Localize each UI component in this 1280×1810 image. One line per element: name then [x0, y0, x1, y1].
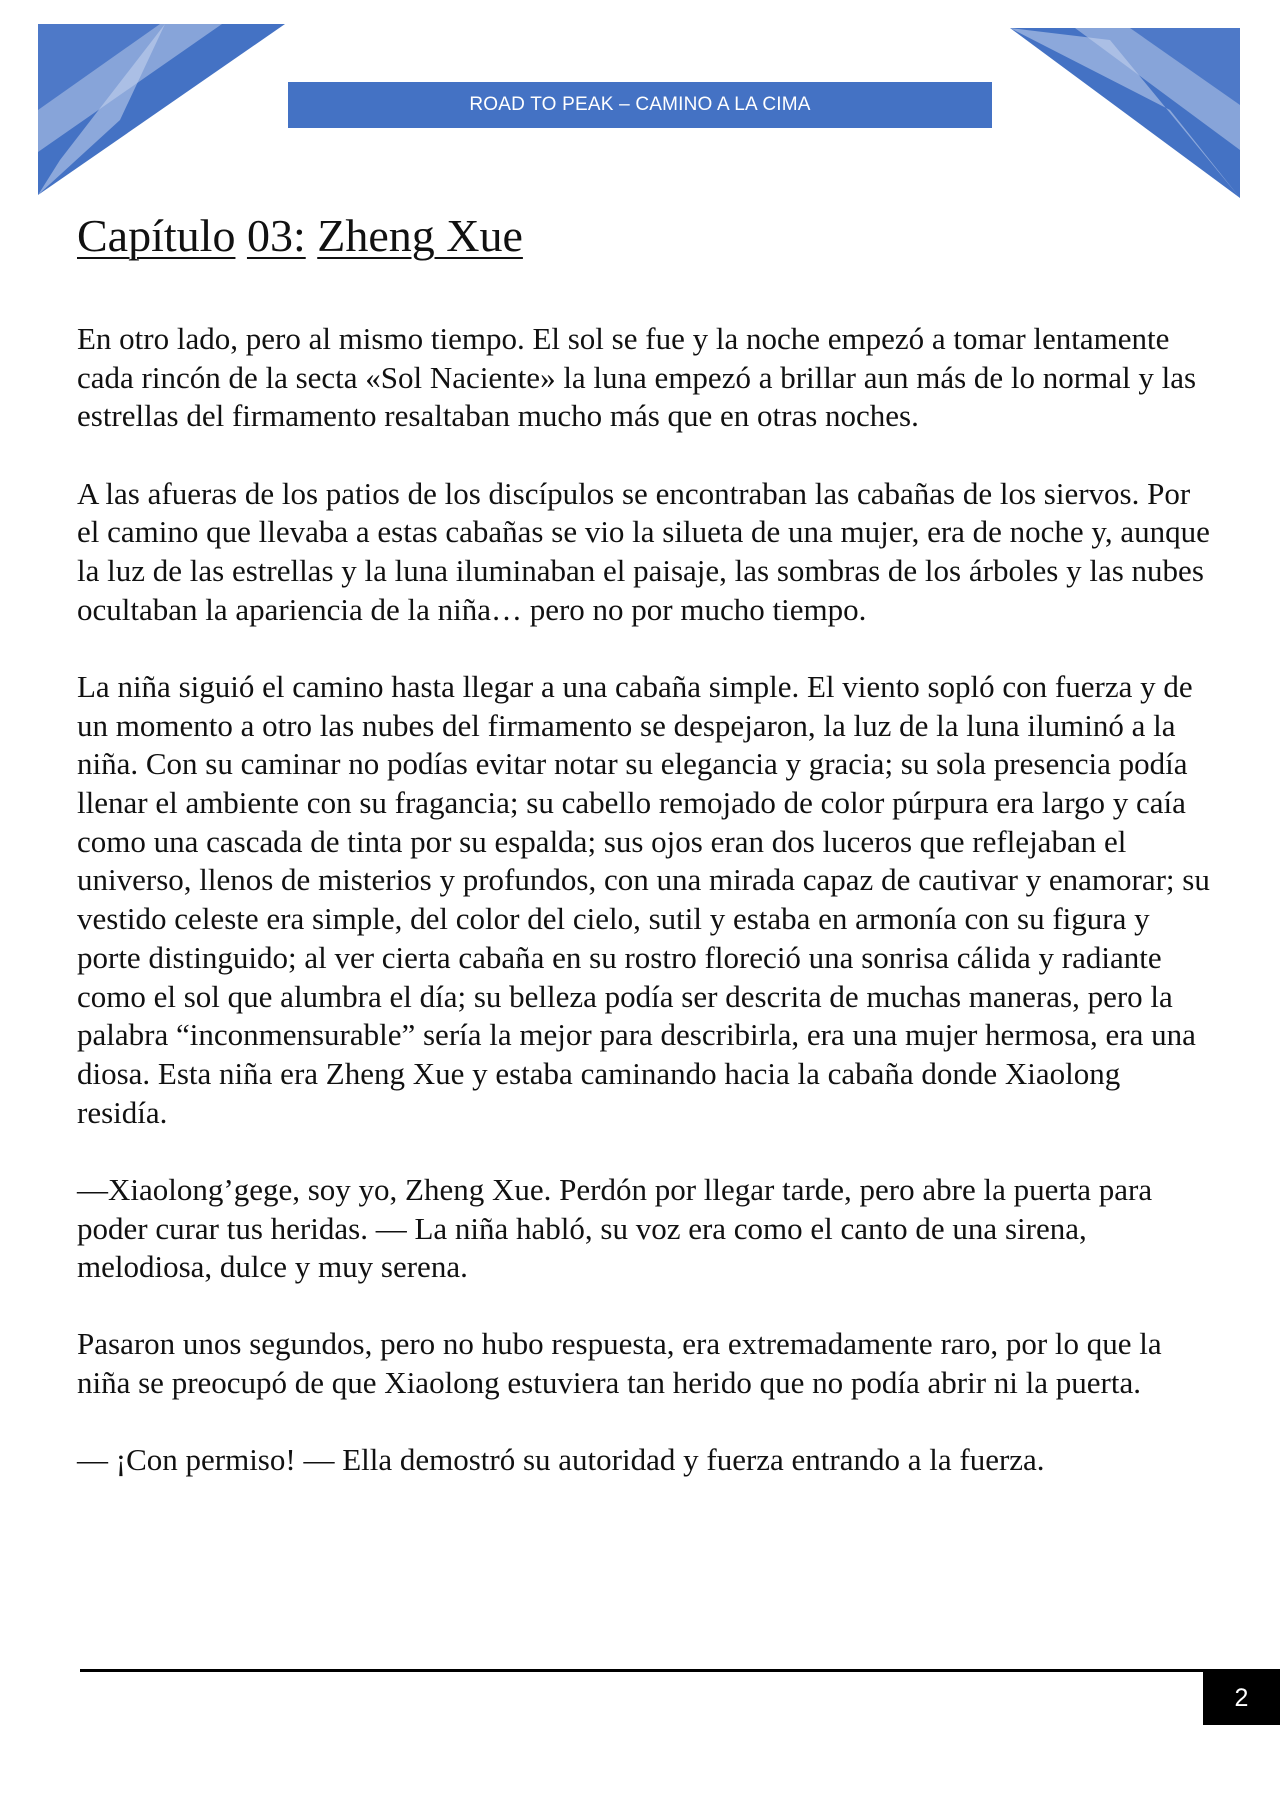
- paragraph: — ¡Con permiso! — Ella demostró su autoridad y fuerza entrando a la fuerza.: [77, 1442, 1045, 1478]
- paragraph: La niña siguió el camino hasta llegar a una cabaña simple. El viento sopló con fuerza y de un momento a otro las nubes del firmamento se despejaron, la luz de la luna iluminó a la niña. Con su caminar no podías evitar notar su elegancia y gracia; su sola presencia podía llenar el ambiente con su fragancia; su cabello remojado de color púrpura era largo y caía como una cascada de tinta por su espalda; sus ojos eran dos luceros que reflejaban el universo, llenos de misterios y profundos, con una mirada capaz de cautivar y enamorar; su vestido celeste era simple, del color del cielo, sutil y estaba en armonía con su figura y porte distinguido; al ver cierta cabaña en su rostro floreció una sonrisa cálida y radiante como el sol que alumbra el día; su belleza podía ser descrita de muchas maneras, pero la palabra “inconmensurable” sería la mejor para describirla, era una mujer hermosa, era una diosa. Esta niña era Zheng Xue y estaba caminando hacia la cabaña donde Xiaolong residía.: [77, 668, 1210, 1130]
- paragraph: A las afueras de los patios de los discípulos se encontraban las cabañas de los siervos. Por el camino que llevaba a estas cabañas se vio la silueta de una mujer, era de noche y, aunque la luz de las estrellas y la luna iluminaban el paisaje, las sombras de los árboles y las nubes ocultaban la apariencia de la niña… pero no por mucho tiempo.: [77, 475, 1210, 627]
- header-corner-decoration-right: [980, 0, 1280, 210]
- paragraph: —Xiaolong’gege, soy yo, Zheng Xue. Perdón por llegar tarde, pero abre la puerta para poder curar tus heridas. — La niña habló, su voz era como el canto de una sirena, melodiosa, dulce y muy serena.: [77, 1171, 1153, 1285]
- chapter-number: 03:: [246, 210, 306, 261]
- header-corner-decoration-left: [0, 0, 300, 210]
- paragraph: En otro lado, pero al mismo tiempo. El sol se fue y la noche empezó a tomar lentamente cada rincón de la secta «Sol Naciente» la luna empezó a brillar aun más de lo normal y las estrellas del firmamento resaltaban mucho más que en otras noches.: [77, 321, 1197, 434]
- footer-divider: [80, 1669, 1280, 1672]
- paragraph: Pasaron unos segundos, pero no hubo respuesta, era extremadamente raro, por lo que la niña se preocupó de que Xiaolong estuviera tan herido que no podía abrir ni la puerta.: [77, 1326, 1162, 1401]
- page-number: 2: [1203, 1672, 1280, 1725]
- running-header: ROAD TO PEAK – CAMINO A LA CIMA: [288, 82, 992, 128]
- chapter-label: Capítulo: [77, 210, 236, 261]
- chapter-body: [77, 320, 1212, 1519]
- chapter-title: [77, 208, 523, 263]
- chapter-name: Zheng Xue: [317, 210, 523, 261]
